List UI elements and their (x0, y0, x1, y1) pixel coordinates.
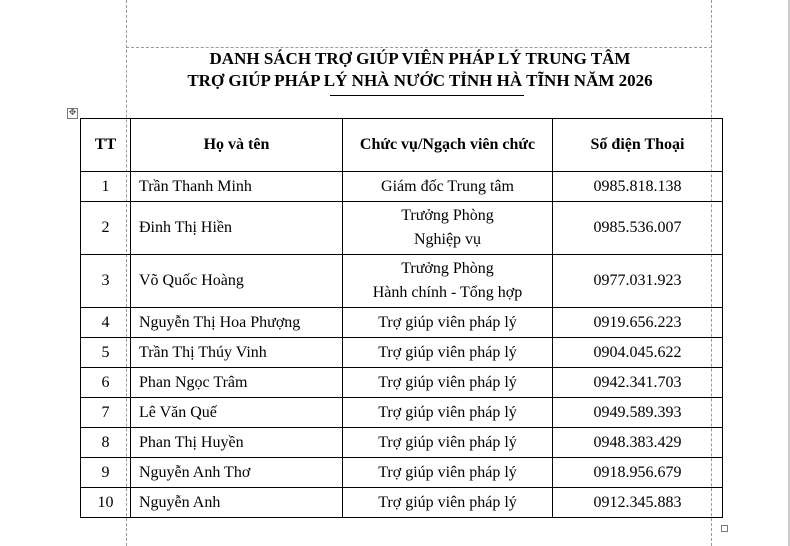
document-title-line-1: DANH SÁCH TRỢ GIÚP VIÊN PHÁP LÝ TRUNG TÂM (209, 49, 631, 68)
cell-position: Trợ giúp viên pháp lý (343, 368, 553, 398)
table-row (81, 338, 723, 368)
cell-name: Đinh Thị Hiền (131, 202, 343, 255)
cell-position: Trợ giúp viên pháp lý (343, 428, 553, 458)
cell-tt: 2 (81, 202, 131, 255)
cell-phone: 0918.956.679 (553, 458, 723, 488)
table-row (81, 458, 723, 488)
cell-position (343, 255, 553, 308)
cell-phone: 0912.345.883 (553, 488, 723, 518)
header-phone: Số điện Thoại (553, 119, 723, 172)
text-boundary-top (126, 47, 712, 48)
cell-tt: 4 (81, 308, 131, 338)
cell-name: Phan Ngọc Trâm (131, 368, 343, 398)
table-row (81, 368, 723, 398)
table-row (81, 202, 723, 255)
cell-tt: 7 (81, 398, 131, 428)
cell-name: Võ Quốc Hoàng (131, 255, 343, 308)
cell-phone: 0977.031.923 (553, 255, 723, 308)
cell-position: Trợ giúp viên pháp lý (343, 338, 553, 368)
cell-phone: 0985.536.007 (553, 202, 723, 255)
cell-tt: 1 (81, 172, 131, 202)
table-row (81, 172, 723, 202)
cell-name: Trần Thị Thúy Vinh (131, 338, 343, 368)
cell-phone: 0949.589.393 (553, 398, 723, 428)
cell-tt: 5 (81, 338, 131, 368)
cell-position-line-2: Nghiệp vụ (413, 231, 482, 248)
cell-phone: 0985.818.138 (553, 172, 723, 202)
table-row (81, 488, 723, 518)
cell-name: Trần Thanh Minh (131, 172, 343, 202)
table-row (81, 255, 723, 308)
table-row (81, 428, 723, 458)
cell-position: Trợ giúp viên pháp lý (343, 398, 553, 428)
cell-tt: 10 (81, 488, 131, 518)
cell-name: Lê Văn Quế (131, 398, 343, 428)
table-move-handle-icon[interactable]: ✥ (68, 108, 77, 118)
document-title-line-2: TRỢ GIÚP PHÁP LÝ NHÀ NƯỚC TỈNH HÀ TĨNH NĂM 2026 (187, 71, 653, 90)
cell-name: Nguyễn Anh (131, 488, 343, 518)
header-position: Chức vụ/Ngạch viên chức (343, 119, 553, 172)
cell-position-line-1: Trưởng Phòng (401, 260, 494, 277)
cell-position: Trợ giúp viên pháp lý (343, 308, 553, 338)
header-name: Họ và tên (131, 119, 343, 172)
cell-position-line-2: Hành chính - Tổng hợp (372, 284, 523, 301)
table-row (81, 308, 723, 338)
cell-tt: 9 (81, 458, 131, 488)
cell-name: Nguyễn Anh Thơ (131, 458, 343, 488)
cell-tt: 3 (81, 255, 131, 308)
cell-phone: 0942.341.703 (553, 368, 723, 398)
staff-table (80, 118, 723, 518)
cell-tt: 6 (81, 368, 131, 398)
cell-tt: 8 (81, 428, 131, 458)
cell-phone: 0919.656.223 (553, 308, 723, 338)
table-header-row (81, 119, 723, 172)
cell-position: Trợ giúp viên pháp lý (343, 458, 553, 488)
cell-position (343, 202, 553, 255)
title-underline (330, 95, 524, 96)
cell-phone: 0904.045.622 (553, 338, 723, 368)
header-tt: TT (81, 119, 131, 172)
cell-name: Phan Thị Huyền (131, 428, 343, 458)
cell-position-line-1: Trưởng Phòng (401, 207, 494, 224)
cell-position: Trợ giúp viên pháp lý (343, 488, 553, 518)
cell-name: Nguyễn Thị Hoa Phượng (131, 308, 343, 338)
table-row (81, 398, 723, 428)
table-resize-handle-icon[interactable] (721, 525, 728, 532)
cell-position: Giám đốc Trung tâm (343, 172, 553, 202)
cell-phone: 0948.383.429 (553, 428, 723, 458)
